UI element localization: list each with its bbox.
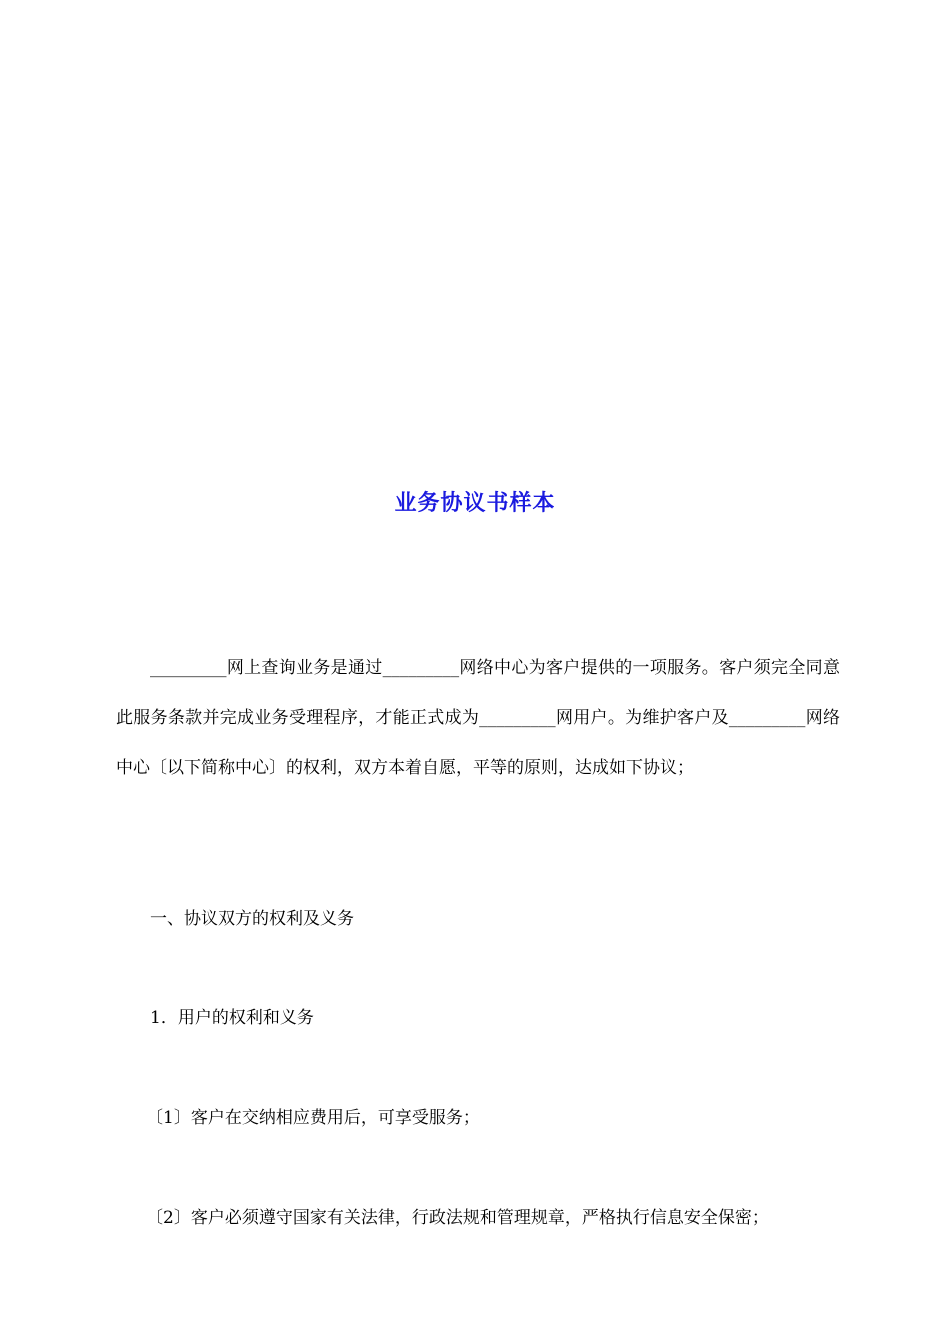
clause-item-1: 〔1〕客户在交纳相应费用后，可享受服务； <box>146 1108 480 1128</box>
subsection-heading: 1．用户的权利和义务 <box>150 1008 314 1028</box>
intro-paragraph: _________网上查询业务是通过_________网络中心为客户提供的一项服务。客户须完全同意此服务条款并完成业务受理程序，才能正式成为_________网用户。为维护客户及_________网络中心〔以下简称中心〕的权利，双方本着自愿，平等的原则，达成如下协议； <box>116 658 840 778</box>
document-title: 业务协议书样本 <box>394 491 556 516</box>
clause-item-2: 〔2〕客户必须遵守国家有关法律，行政法规和管理规章，严格执行信息安全保密； <box>146 1208 769 1228</box>
section-heading: 一、协议双方的权利及义务 <box>150 909 354 929</box>
